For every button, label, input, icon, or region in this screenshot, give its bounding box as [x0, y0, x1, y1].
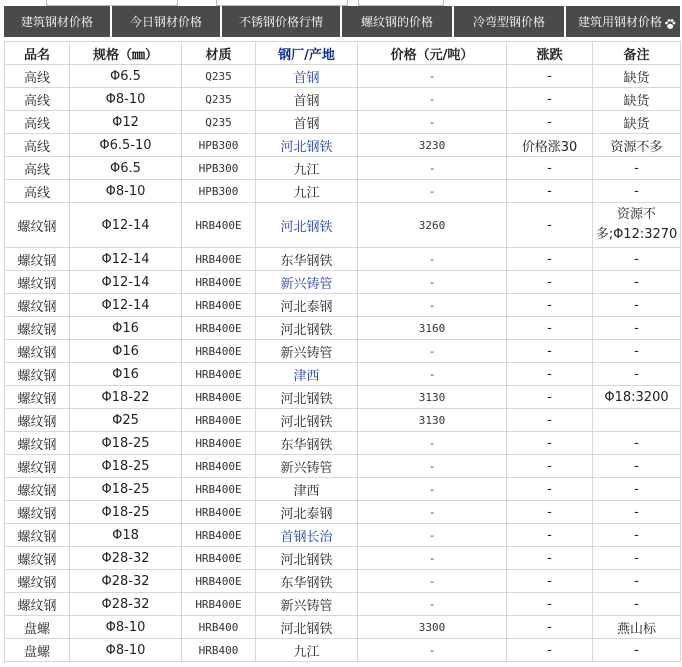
cell-change: -	[507, 363, 593, 386]
cell-origin: 新兴铸管	[256, 455, 358, 478]
table-row	[5, 616, 681, 639]
cell-grade: HRB400E	[182, 432, 256, 455]
table-row	[5, 478, 681, 501]
cell-note: 缺货	[593, 65, 681, 88]
cell-origin: 首钢	[256, 111, 358, 134]
table-row	[5, 88, 681, 111]
cell-grade: HPB300	[182, 157, 256, 180]
header-spec: 规格（㎜）	[70, 42, 182, 65]
cell-price: 3300	[358, 616, 507, 639]
cell-origin: 新兴铸管	[256, 593, 358, 616]
cell-grade: HRB400E	[182, 570, 256, 593]
cell-grade: HRB400	[182, 639, 256, 662]
cell-name: 盘螺	[5, 616, 70, 639]
cell-change: -	[507, 111, 593, 134]
tab-building-steel-price[interactable]	[4, 6, 110, 37]
cell-change: -	[507, 524, 593, 547]
cell-note: -	[593, 639, 681, 662]
cell-spec: Φ28-32	[70, 593, 182, 616]
cell-grade: HRB400E	[182, 386, 256, 409]
cell-note: -	[593, 478, 681, 501]
header-note: 备注	[593, 42, 681, 65]
tab-label: 今日钢材价格	[129, 15, 202, 29]
cell-origin: 东华钢铁	[256, 570, 358, 593]
paw-icon	[664, 18, 676, 33]
cell-change: -	[507, 501, 593, 524]
cell-grade: HRB400E	[182, 547, 256, 570]
cell-origin[interactable]: 河北钢铁	[256, 203, 358, 248]
header-change: 涨跌	[507, 42, 593, 65]
cell-change: -	[507, 455, 593, 478]
cell-price: -	[358, 570, 507, 593]
cell-change: -	[507, 386, 593, 409]
cell-origin: 九江	[256, 639, 358, 662]
cell-name: 高线	[5, 134, 70, 157]
cell-spec: Φ18-25	[70, 432, 182, 455]
cell-spec: Φ12-14	[70, 294, 182, 317]
tab-label: 建筑钢材价格	[20, 15, 93, 29]
cell-name: 高线	[5, 88, 70, 111]
table-row	[5, 271, 681, 294]
cell-grade: HRB400E	[182, 524, 256, 547]
cell-origin[interactable]: 河北钢铁	[256, 134, 358, 157]
cell-price: -	[358, 65, 507, 88]
cell-spec: Φ12-14	[70, 271, 182, 294]
cell-change: -	[507, 88, 593, 111]
cell-spec: Φ28-32	[70, 547, 182, 570]
cell-note: -	[593, 524, 681, 547]
table-row	[5, 294, 681, 317]
cell-note	[593, 409, 681, 432]
cell-origin: 河北泰钢	[256, 294, 358, 317]
cell-name: 螺纹钢	[5, 432, 70, 455]
cell-origin: 河北钢铁	[256, 386, 358, 409]
cell-grade: HRB400E	[182, 248, 256, 271]
cell-origin: 河北钢铁	[256, 409, 358, 432]
cell-price: -	[358, 432, 507, 455]
cell-note: -	[593, 455, 681, 478]
table-row	[5, 65, 681, 88]
cell-name: 螺纹钢	[5, 478, 70, 501]
table-row	[5, 432, 681, 455]
table-row	[5, 203, 681, 248]
cell-note: -	[593, 340, 681, 363]
table-row	[5, 157, 681, 180]
cell-price: -	[358, 593, 507, 616]
cell-grade: HRB400E	[182, 593, 256, 616]
tab-today-steel-price[interactable]	[112, 6, 220, 37]
cell-price: -	[358, 639, 507, 662]
cell-spec: Φ18-25	[70, 478, 182, 501]
cell-grade: HRB400E	[182, 455, 256, 478]
cell-change: -	[507, 294, 593, 317]
cell-origin[interactable]: 首钢长治	[256, 524, 358, 547]
category-tabs	[4, 6, 680, 37]
header-name: 品名	[5, 42, 70, 65]
cell-price: -	[358, 248, 507, 271]
table-row	[5, 317, 681, 340]
cell-price: -	[358, 501, 507, 524]
cell-note: -	[593, 547, 681, 570]
table-row	[5, 455, 681, 478]
table-row	[5, 340, 681, 363]
cell-name: 高线	[5, 111, 70, 134]
cell-note: 资源不多;Φ12:3270	[593, 203, 681, 248]
tab-label: 冷弯型钢价格	[472, 15, 545, 29]
cell-name: 螺纹钢	[5, 317, 70, 340]
cell-note: 资源不多	[593, 134, 681, 157]
cell-spec: Φ12-14	[70, 248, 182, 271]
tab-stainless-price[interactable]	[222, 6, 340, 37]
tab-label: 不锈钢价格行情	[238, 15, 323, 29]
cell-note: -	[593, 570, 681, 593]
table-row	[5, 111, 681, 134]
cell-spec: Φ8-10	[70, 639, 182, 662]
header-origin[interactable]: 钢厂/产地	[256, 42, 358, 65]
cell-price: -	[358, 157, 507, 180]
cell-price: -	[358, 88, 507, 111]
tab-label: 建筑用钢材价格	[578, 15, 663, 29]
cell-spec: Φ16	[70, 340, 182, 363]
cell-grade: Q235	[182, 65, 256, 88]
table-row	[5, 409, 681, 432]
cell-note: -	[593, 180, 681, 203]
cell-origin[interactable]: 首钢	[256, 65, 358, 88]
cell-origin: 首钢	[256, 88, 358, 111]
cell-price: -	[358, 524, 507, 547]
table-row	[5, 363, 681, 386]
tab-cold-formed-price[interactable]	[454, 6, 564, 37]
cell-name: 高线	[5, 180, 70, 203]
cell-grade: HRB400E	[182, 294, 256, 317]
cell-change: -	[507, 340, 593, 363]
cell-grade: HRB400E	[182, 478, 256, 501]
cell-note: -	[593, 157, 681, 180]
cell-spec: Φ18	[70, 524, 182, 547]
cell-spec: Φ8-10	[70, 180, 182, 203]
table-row	[5, 248, 681, 271]
cell-change: -	[507, 432, 593, 455]
cell-price: -	[358, 363, 507, 386]
cell-note: -	[593, 317, 681, 340]
cell-note: -	[593, 363, 681, 386]
tab-label: 螺纹钢的价格	[360, 15, 433, 29]
cell-origin: 东华钢铁	[256, 248, 358, 271]
cell-spec: Φ12-14	[70, 203, 182, 248]
cell-change: -	[507, 570, 593, 593]
tab-construction-steel-price[interactable]	[566, 6, 680, 37]
cell-name: 螺纹钢	[5, 547, 70, 570]
cell-grade: HRB400E	[182, 340, 256, 363]
cell-note: 缺货	[593, 88, 681, 111]
table-row	[5, 593, 681, 616]
cell-name: 螺纹钢	[5, 570, 70, 593]
cell-origin: 新兴铸管	[256, 340, 358, 363]
cell-spec: Φ8-10	[70, 616, 182, 639]
cell-origin: 东华钢铁	[256, 432, 358, 455]
cell-grade: HRB400E	[182, 317, 256, 340]
cell-name: 螺纹钢	[5, 248, 70, 271]
cell-spec: Φ18-22	[70, 386, 182, 409]
cell-grade: HPB300	[182, 180, 256, 203]
table-row	[5, 639, 681, 662]
cell-name: 盘螺	[5, 639, 70, 662]
cell-price: -	[358, 111, 507, 134]
cell-price: -	[358, 547, 507, 570]
cell-note: -	[593, 294, 681, 317]
cell-price: -	[358, 294, 507, 317]
cell-spec: Φ25	[70, 409, 182, 432]
table-header-row	[5, 42, 681, 65]
header-price: 价格（元/吨）	[358, 42, 507, 65]
cell-change: -	[507, 409, 593, 432]
cell-name: 螺纹钢	[5, 524, 70, 547]
cell-change: -	[507, 65, 593, 88]
cell-name: 螺纹钢	[5, 386, 70, 409]
cell-grade: Q235	[182, 111, 256, 134]
table-row	[5, 524, 681, 547]
cell-grade: HRB400E	[182, 203, 256, 248]
cell-spec: Φ16	[70, 317, 182, 340]
cell-spec: Φ12	[70, 111, 182, 134]
cell-origin: 九江	[256, 180, 358, 203]
table-row	[5, 547, 681, 570]
tab-rebar-price[interactable]	[342, 6, 452, 37]
cell-name: 螺纹钢	[5, 409, 70, 432]
cell-spec: Φ18-25	[70, 455, 182, 478]
cell-name: 螺纹钢	[5, 203, 70, 248]
cell-name: 高线	[5, 65, 70, 88]
cell-name: 螺纹钢	[5, 340, 70, 363]
cell-grade: HRB400E	[182, 409, 256, 432]
cell-change: -	[507, 478, 593, 501]
cell-note: 缺货	[593, 111, 681, 134]
cell-note: -	[593, 501, 681, 524]
cell-note: Φ18:3200	[593, 386, 681, 409]
cell-price: -	[358, 455, 507, 478]
cell-spec: Φ8-10	[70, 88, 182, 111]
cell-price: -	[358, 340, 507, 363]
cell-grade: HRB400E	[182, 271, 256, 294]
cell-origin[interactable]: 新兴铸管	[256, 271, 358, 294]
cell-grade: HRB400	[182, 616, 256, 639]
table-row	[5, 134, 681, 157]
cell-price: 3130	[358, 409, 507, 432]
cell-price: -	[358, 271, 507, 294]
cell-change: -	[507, 157, 593, 180]
cell-note: -	[593, 432, 681, 455]
cell-price: 3160	[358, 317, 507, 340]
cell-note: 燕山标	[593, 616, 681, 639]
cell-name: 螺纹钢	[5, 363, 70, 386]
cell-change: -	[507, 248, 593, 271]
cell-change: -	[507, 639, 593, 662]
cell-name: 螺纹钢	[5, 501, 70, 524]
cell-spec: Φ6.5	[70, 65, 182, 88]
cell-change: -	[507, 593, 593, 616]
cell-spec: Φ6.5-10	[70, 134, 182, 157]
cell-spec: Φ18-25	[70, 501, 182, 524]
cell-price: 3230	[358, 134, 507, 157]
cell-name: 螺纹钢	[5, 271, 70, 294]
cell-change: 价格涨30	[507, 134, 593, 157]
cell-origin: 河北钢铁	[256, 317, 358, 340]
cell-change: -	[507, 203, 593, 248]
cell-price: -	[358, 180, 507, 203]
cell-origin: 九江	[256, 157, 358, 180]
steel-price-table	[4, 41, 681, 662]
cell-price: -	[358, 478, 507, 501]
table-row	[5, 570, 681, 593]
cell-change: -	[507, 317, 593, 340]
cell-spec: Φ6.5	[70, 157, 182, 180]
cell-name: 螺纹钢	[5, 593, 70, 616]
cell-name: 螺纹钢	[5, 294, 70, 317]
cell-grade: HRB400E	[182, 363, 256, 386]
cell-name: 螺纹钢	[5, 455, 70, 478]
cell-note: -	[593, 271, 681, 294]
cell-price: 3260	[358, 203, 507, 248]
cell-name: 高线	[5, 157, 70, 180]
header-grade: 材质	[182, 42, 256, 65]
cell-spec: Φ16	[70, 363, 182, 386]
cell-grade: Q235	[182, 88, 256, 111]
cell-origin[interactable]: 津西	[256, 363, 358, 386]
cell-price: 3130	[358, 386, 507, 409]
cell-change: -	[507, 271, 593, 294]
cell-change: -	[507, 616, 593, 639]
cell-change: -	[507, 180, 593, 203]
cell-origin: 河北钢铁	[256, 547, 358, 570]
cell-grade: HRB400E	[182, 501, 256, 524]
table-row	[5, 386, 681, 409]
table-row	[5, 501, 681, 524]
cell-change: -	[507, 547, 593, 570]
cell-note: -	[593, 248, 681, 271]
cell-origin: 河北钢铁	[256, 616, 358, 639]
table-row	[5, 180, 681, 203]
cell-origin: 河北泰钢	[256, 501, 358, 524]
cell-spec: Φ28-32	[70, 570, 182, 593]
cell-grade: HPB300	[182, 134, 256, 157]
cell-origin: 津西	[256, 478, 358, 501]
cell-note: -	[593, 593, 681, 616]
